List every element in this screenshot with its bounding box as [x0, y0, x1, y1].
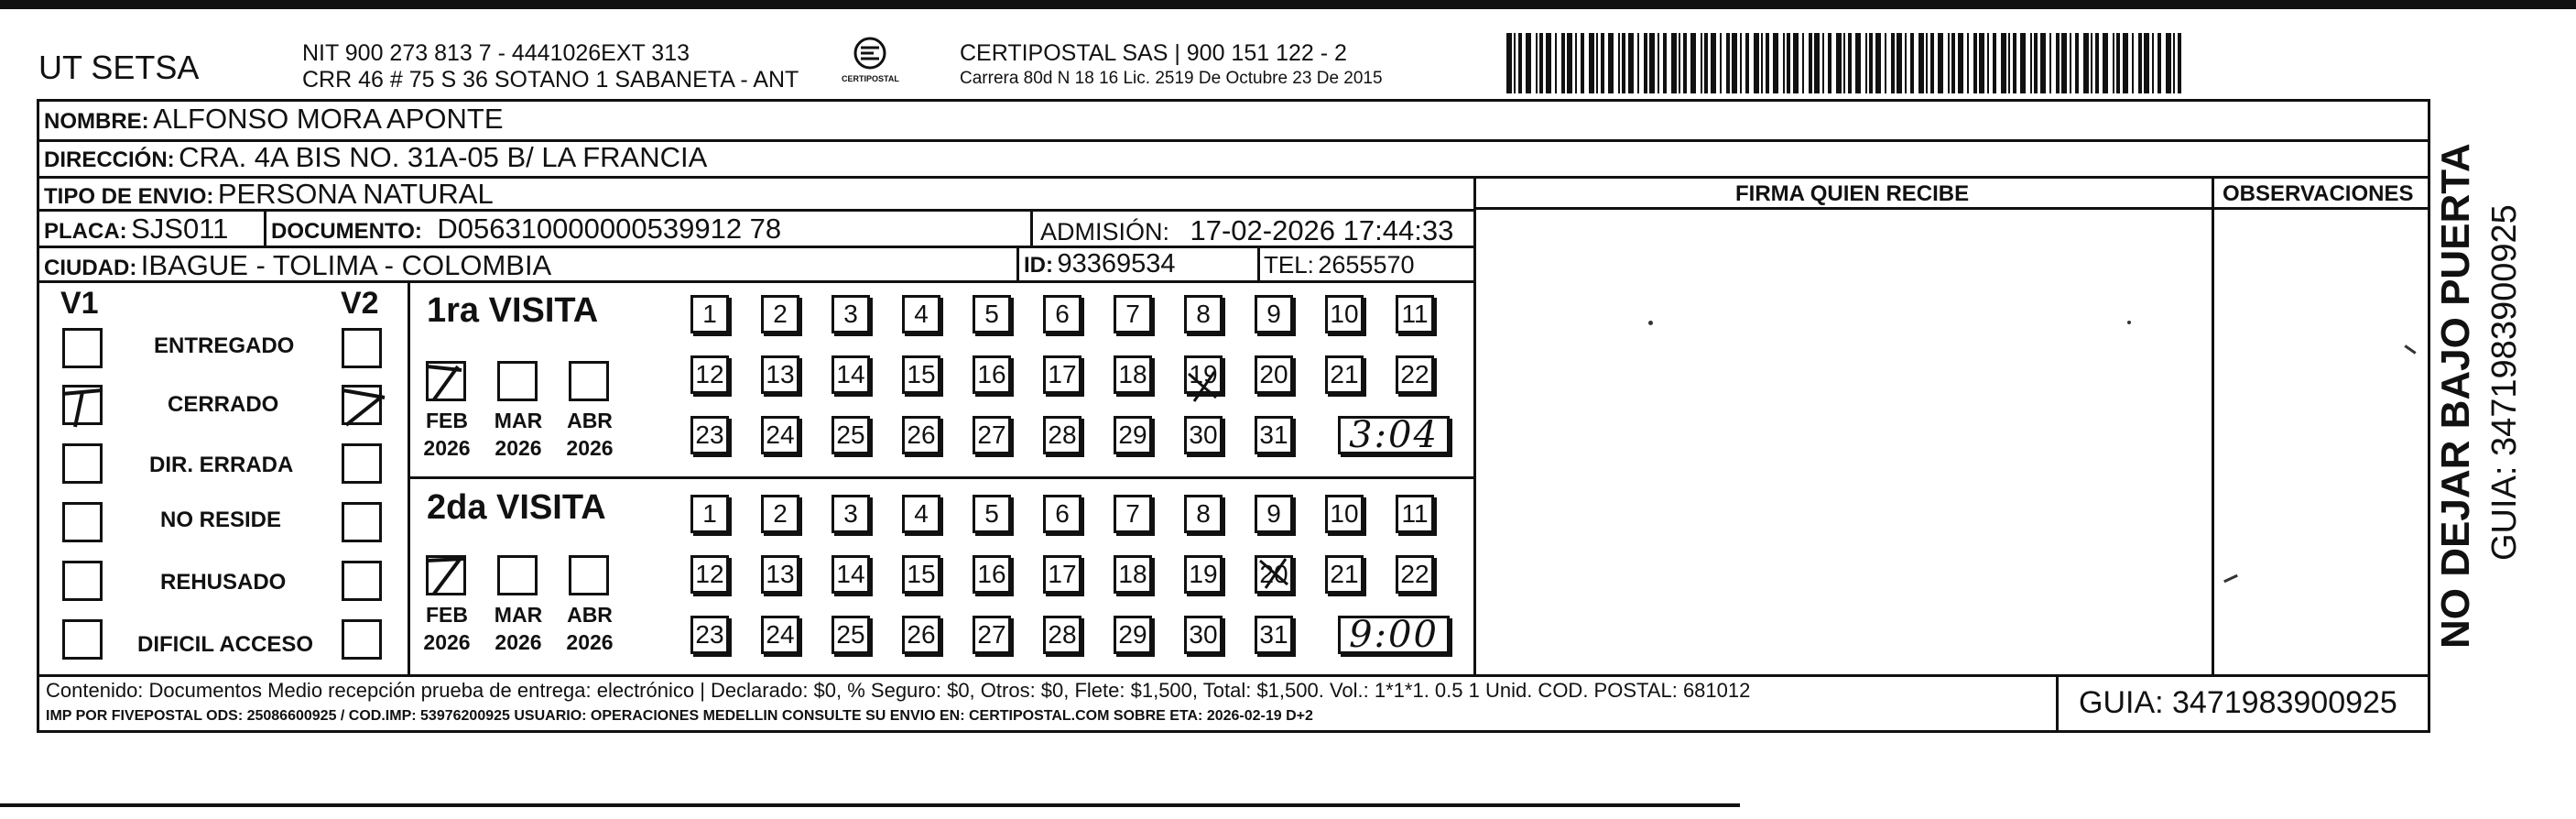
first-day-3[interactable]: 3: [831, 295, 870, 333]
barcode-bar: [1979, 33, 1984, 93]
footer-guia: GUIA: 3471983900925: [2079, 685, 2397, 720]
second-day-26[interactable]: 26: [902, 616, 940, 654]
barcode-bar: [1843, 33, 1845, 93]
first-day-11[interactable]: 11: [1396, 295, 1434, 333]
admision-row: [1040, 216, 1453, 245]
first-day-6[interactable]: 6: [1043, 295, 1081, 333]
direccion-label: DIRECCIÓN:: [44, 147, 175, 172]
barcode-bar: [1526, 33, 1531, 93]
second-day-11[interactable]: 11: [1396, 495, 1434, 533]
barcode-bar: [2034, 33, 2038, 93]
license-line: Carrera 80d N 18 16 Lic. 2519 De Octubre 23 De 2015: [960, 69, 1383, 88]
v1-dir-errada-checkbox[interactable]: [62, 443, 103, 484]
first-year-feb: 2026: [423, 436, 471, 460]
second-day-7[interactable]: 7: [1114, 495, 1152, 533]
second-year-mar: 2026: [495, 630, 542, 654]
admision-label: ADMISIÓN:: [1040, 218, 1170, 246]
barcode-bar: [1518, 33, 1522, 93]
tel-value: 2655570: [1318, 251, 1415, 278]
tipo-value: PERSONA NATURAL: [217, 178, 494, 210]
barcode-bar: [2095, 33, 2099, 93]
second-day-1[interactable]: 1: [690, 495, 729, 533]
barcode-bar: [1704, 33, 1708, 93]
first-day-22[interactable]: 22: [1396, 355, 1434, 394]
side-warning: NO DEJAR BAJO PUERTA: [2433, 143, 2478, 649]
barcode-bar: [1622, 33, 1625, 93]
barcode-bar: [1809, 33, 1812, 93]
first-day-25[interactable]: 25: [831, 416, 870, 454]
barcode-bar: [2070, 33, 2071, 93]
first-day-17[interactable]: 17: [1043, 355, 1081, 394]
barcode-bar: [1973, 33, 1977, 93]
second-day-23[interactable]: 23: [690, 616, 729, 654]
first-day-9[interactable]: 9: [1255, 295, 1293, 333]
barcode-bar: [1783, 33, 1785, 93]
barcode-bar: [1561, 33, 1565, 93]
barcode-bar: [2020, 33, 2026, 93]
barcode-bar: [2083, 33, 2089, 93]
second-day-14[interactable]: 14: [831, 555, 870, 594]
logo-text: CERTIPOSTAL: [842, 74, 899, 83]
placa-value: SJS011: [131, 213, 229, 245]
first-day-12[interactable]: 12: [690, 355, 729, 394]
second-day-19[interactable]: 19: [1184, 555, 1223, 594]
barcode-bar: [1679, 33, 1680, 93]
second-day-3[interactable]: 3: [831, 495, 870, 533]
second-day-9[interactable]: 9: [1255, 495, 1293, 533]
barcode-bar: [1671, 33, 1677, 93]
barcode-bar: [1848, 33, 1852, 93]
barcode-bar: [2158, 33, 2161, 93]
carrier-name: UT SETSA: [38, 49, 200, 86]
first-day-13[interactable]: 13: [761, 355, 799, 394]
barcode-bar: [1637, 33, 1639, 93]
second-day-16[interactable]: 16: [973, 555, 1011, 594]
second-day-10[interactable]: 10: [1325, 495, 1364, 533]
second-day-24[interactable]: 24: [761, 616, 799, 654]
second-time-handwritten: 9:00: [1338, 616, 1450, 654]
first-day-14[interactable]: 14: [831, 355, 870, 394]
v1-entregado-checkbox[interactable]: [62, 328, 103, 368]
tipo-row: [44, 180, 494, 208]
v1-header: V1: [60, 286, 99, 321]
barcode-bar: [1745, 33, 1749, 93]
first-month-mar: MAR: [494, 409, 543, 432]
v2-dir-errada-checkbox[interactable]: [342, 443, 382, 484]
status-no-reside: NO RESIDE: [160, 508, 282, 532]
v1-no-reside-checkbox[interactable]: [62, 502, 103, 542]
footer-contenido: Contenido: Documentos Medio recepción prueba de entrega: electrónico | Declarado: $0, % Seguro: $0, Otros: $0, Flete: $1,500, Total: $1,500. Vol.: 1*1*1. 0.5 1 Unid. COD. POSTAL: 681012: [46, 679, 1751, 702]
barcode-bar: [1546, 33, 1551, 93]
first-day-28[interactable]: 28: [1043, 416, 1081, 454]
postal-name: CERTIPOSTAL SAS | 900 151 122 - 2: [960, 40, 1347, 66]
barcode-bar: [1869, 33, 1873, 93]
barcode-bar: [1948, 33, 1950, 93]
firma-dot: [1648, 321, 1653, 325]
second-day-2[interactable]: 2: [761, 495, 799, 533]
barcode-bar: [2132, 33, 2134, 93]
second-day-15[interactable]: 15: [902, 555, 940, 594]
barcode-bar: [1581, 33, 1584, 93]
first-day-27[interactable]: 27: [973, 416, 1011, 454]
status-dir-errada: DIR. ERRADA: [149, 453, 294, 477]
barcode-bar: [2056, 33, 2060, 93]
second-day-17[interactable]: 17: [1043, 555, 1081, 594]
first-month-feb: FEB: [426, 409, 468, 432]
barcode-bar: [2113, 33, 2114, 93]
documento-value: D056310000000539912 78: [437, 213, 782, 245]
ciudad-row: [44, 251, 551, 279]
first-day-2[interactable]: 2: [761, 295, 799, 333]
documento-label: DOCUMENTO:: [271, 219, 422, 244]
nit-line: NIT 900 273 813 7 - 4441026EXT 313: [302, 40, 690, 66]
barcode-bar: [1967, 33, 1969, 93]
id-row: [1024, 251, 1175, 278]
second-day-20[interactable]: 20: [1255, 555, 1293, 594]
side-guia: GUIA: 3471983900925: [2485, 204, 2524, 561]
id-label: ID:: [1024, 253, 1053, 278]
first-day-7[interactable]: 7: [1114, 295, 1152, 333]
second-visit-title: 2da VISITA: [427, 488, 606, 527]
v2-header: V2: [341, 286, 379, 321]
first-day-1[interactable]: 1: [690, 295, 729, 333]
barcode-bar: [1740, 33, 1742, 93]
barcode-bar: [1618, 33, 1620, 93]
barcode-bar: [1926, 33, 1928, 93]
barcode-bar: [2008, 33, 2010, 93]
barcode-bar: [1683, 33, 1687, 93]
barcode-bar: [1855, 33, 1861, 93]
first-day-19[interactable]: 19: [1184, 355, 1223, 394]
second-day-28[interactable]: 28: [1043, 616, 1081, 654]
first-day-30[interactable]: 30: [1184, 416, 1223, 454]
first-day-21[interactable]: 21: [1325, 355, 1364, 394]
tel-label: TEL:: [1264, 251, 1314, 278]
second-day-29[interactable]: 29: [1114, 616, 1152, 654]
status-cerrado: CERRADO: [168, 392, 279, 417]
barcode-bar: [1814, 33, 1820, 93]
barcode-bar: [1575, 33, 1577, 93]
nombre-row: [44, 104, 504, 133]
v2-entregado-checkbox[interactable]: [342, 328, 382, 368]
barcode-bar: [1506, 33, 1512, 93]
status-entregado: ENTREGADO: [154, 333, 295, 358]
barcode-bar: [1865, 33, 1867, 93]
second-day-6[interactable]: 6: [1043, 495, 1081, 533]
barcode-bar: [1930, 33, 1934, 93]
barcode-bar: [1601, 33, 1604, 93]
barcode-bar: [1726, 33, 1730, 93]
second-day-27[interactable]: 27: [973, 616, 1011, 654]
day-20-strike-icon: [1253, 551, 1295, 594]
barcode-bar: [2075, 33, 2079, 93]
observaciones-header: OBSERVACIONES: [2223, 181, 2414, 206]
barcode-bar: [2152, 33, 2154, 93]
barcode-bar: [1910, 33, 1914, 93]
first-day-15[interactable]: 15: [902, 355, 940, 394]
first-day-29[interactable]: 29: [1114, 416, 1152, 454]
second-day-4[interactable]: 4: [902, 495, 940, 533]
barcode-bar: [1754, 33, 1759, 93]
bottom-rule: [0, 803, 1740, 807]
barcode-bar: [1761, 33, 1763, 93]
barcode-bar: [1891, 33, 1895, 93]
barcode-bar: [1802, 33, 1804, 93]
id-value: 93369534: [1057, 249, 1176, 278]
barcode-bar: [1875, 33, 1881, 93]
barcode-bar: [2049, 33, 2051, 93]
barcode-bar: [2173, 33, 2175, 93]
first-day-4[interactable]: 4: [902, 295, 940, 333]
first-day-26[interactable]: 26: [902, 416, 940, 454]
barcode-bar: [1918, 33, 1924, 93]
barcode-bar: [1938, 33, 1943, 93]
first-day-10[interactable]: 10: [1325, 295, 1364, 333]
second-month-abr: ABR: [567, 603, 613, 627]
nombre-value: ALFONSO MORA APONTE: [153, 103, 504, 135]
placa-row: [44, 214, 228, 243]
address-line: CRR 46 # 75 S 36 SOTANO 1 SABANETA - ANT: [302, 67, 799, 93]
first-year-abr: 2026: [566, 436, 614, 460]
barcode-bar: [1628, 33, 1634, 93]
barcode-bar: [2040, 33, 2046, 93]
status-dificil-acceso: DIFICIL ACCESO: [137, 632, 314, 657]
barcode-bar: [1596, 33, 1598, 93]
placa-label: PLACA:: [44, 219, 127, 244]
tipo-label: TIPO DE ENVIO:: [44, 184, 214, 209]
barcode-bar: [2144, 33, 2149, 93]
barcode-bar: [2123, 33, 2128, 93]
barcode: [1506, 33, 2202, 93]
barcode-bar: [2103, 33, 2108, 93]
top-border: [0, 0, 2576, 9]
barcode-bar: [2138, 33, 2142, 93]
barcode-bar: [1905, 33, 1907, 93]
firma-dot: [2127, 321, 2131, 324]
barcode-bar: [2030, 33, 2032, 93]
first-day-31[interactable]: 31: [1255, 416, 1293, 454]
first-abr-checkbox[interactable]: [569, 361, 609, 401]
second-year-feb: 2026: [423, 630, 471, 654]
first-day-20[interactable]: 20: [1255, 355, 1293, 394]
second-day-5[interactable]: 5: [973, 495, 1011, 533]
status-rehusado: REHUSADO: [160, 570, 287, 595]
first-month-abr: ABR: [567, 409, 613, 432]
certipostal-logo: [838, 35, 902, 90]
barcode-bar: [1658, 33, 1659, 93]
ciudad-value: IBAGUE - TOLIMA - COLOMBIA: [140, 249, 552, 281]
barcode-bar: [2061, 33, 2067, 93]
check-mark-icon: [57, 376, 112, 431]
v2-no-reside-checkbox[interactable]: [342, 502, 382, 542]
barcode-bar: [1732, 33, 1737, 93]
barcode-bar: [1828, 33, 1831, 93]
second-day-31[interactable]: 31: [1255, 616, 1293, 654]
second-month-feb: FEB: [426, 603, 468, 627]
barcode-bar: [2013, 33, 2016, 93]
barcode-bar: [1836, 33, 1842, 93]
footer-imp: IMP POR FIVEPOSTAL ODS: 25086600925 / COD.IMP: 53976200925 USUARIO: OPERACIONES MEDELLIN CONSULTE SU ENVIO EN: CERTIPOSTAL.COM SOBRE ETA: 2026-02-19 D+2: [46, 708, 1313, 724]
documento-row: [271, 214, 781, 243]
first-visit-title: 1ra VISITA: [427, 291, 599, 330]
barcode-bar: [1773, 33, 1778, 93]
barcode-bar: [1766, 33, 1769, 93]
first-day-18[interactable]: 18: [1114, 355, 1152, 394]
barcode-bar: [1897, 33, 1902, 93]
second-month-mar: MAR: [494, 603, 543, 627]
barcode-bar: [2166, 33, 2171, 93]
first-day-16[interactable]: 16: [973, 355, 1011, 394]
v1-rehusado-checkbox[interactable]: [62, 561, 103, 601]
barcode-bar: [1644, 33, 1647, 93]
tel-row: [1264, 253, 1415, 278]
ciudad-label: CIUDAD:: [44, 256, 137, 280]
second-day-30[interactable]: 30: [1184, 616, 1223, 654]
barcode-bar: [1701, 33, 1702, 93]
first-day-23[interactable]: 23: [690, 416, 729, 454]
second-day-25[interactable]: 25: [831, 616, 870, 654]
second-day-8[interactable]: 8: [1184, 495, 1223, 533]
barcode-bar: [1514, 33, 1516, 93]
barcode-bar: [1608, 33, 1614, 93]
barcode-bar: [2116, 33, 2120, 93]
barcode-bar: [1885, 33, 1886, 93]
barcode-bar: [1793, 33, 1799, 93]
barcode-bar: [1987, 33, 1989, 93]
barcode-bar: [1711, 33, 1716, 93]
check-mark-icon: [421, 548, 473, 599]
barcode-bar: [2091, 33, 2092, 93]
second-mar-checkbox[interactable]: [497, 555, 538, 595]
firma-header: FIRMA QUIEN RECIBE: [1735, 181, 1970, 206]
barcode-bar: [1720, 33, 1722, 93]
first-mar-checkbox[interactable]: [497, 361, 538, 401]
barcode-bar: [1589, 33, 1594, 93]
v2-dificil-acceso-checkbox[interactable]: [342, 619, 382, 660]
barcode-bar: [1822, 33, 1824, 93]
v1-dificil-acceso-checkbox[interactable]: [62, 619, 103, 660]
barcode-bar: [1555, 33, 1557, 93]
admision-value: 17-02-2026 17:44:33: [1190, 214, 1454, 246]
first-year-mar: 2026: [495, 436, 542, 460]
second-day-13[interactable]: 13: [761, 555, 799, 594]
first-day-24[interactable]: 24: [761, 416, 799, 454]
barcode-bar: [1993, 33, 1996, 93]
barcode-bar: [1690, 33, 1696, 93]
barcode-bar: [1539, 33, 1543, 93]
first-day-8[interactable]: 8: [1184, 295, 1223, 333]
direccion-row: [44, 143, 707, 171]
check-mark-icon: [337, 377, 392, 432]
second-day-22[interactable]: 22: [1396, 555, 1434, 594]
v2-rehusado-checkbox[interactable]: [342, 561, 382, 601]
second-day-12[interactable]: 12: [690, 555, 729, 594]
first-time-handwritten: 3:04: [1338, 416, 1450, 454]
second-day-21[interactable]: 21: [1325, 555, 1364, 594]
barcode-bar: [1787, 33, 1790, 93]
barcode-bar: [1536, 33, 1538, 93]
barcode-bar: [1958, 33, 1963, 93]
second-day-18[interactable]: 18: [1114, 555, 1152, 594]
first-day-5[interactable]: 5: [973, 295, 1011, 333]
barcode-bar: [1567, 33, 1572, 93]
second-year-abr: 2026: [566, 630, 614, 654]
barcode-bar: [1663, 33, 1667, 93]
barcode-bar: [2001, 33, 2006, 93]
nombre-label: NOMBRE:: [44, 109, 149, 134]
barcode-bar: [1649, 33, 1655, 93]
second-abr-checkbox[interactable]: [569, 555, 609, 595]
barcode-bar: [1951, 33, 1955, 93]
day-19-strike-icon: [1181, 365, 1223, 407]
check-mark-icon: [421, 354, 473, 405]
barcode-bar: [2178, 33, 2181, 93]
direccion-value: CRA. 4A BIS NO. 31A-05 B/ LA FRANCIA: [179, 141, 708, 173]
